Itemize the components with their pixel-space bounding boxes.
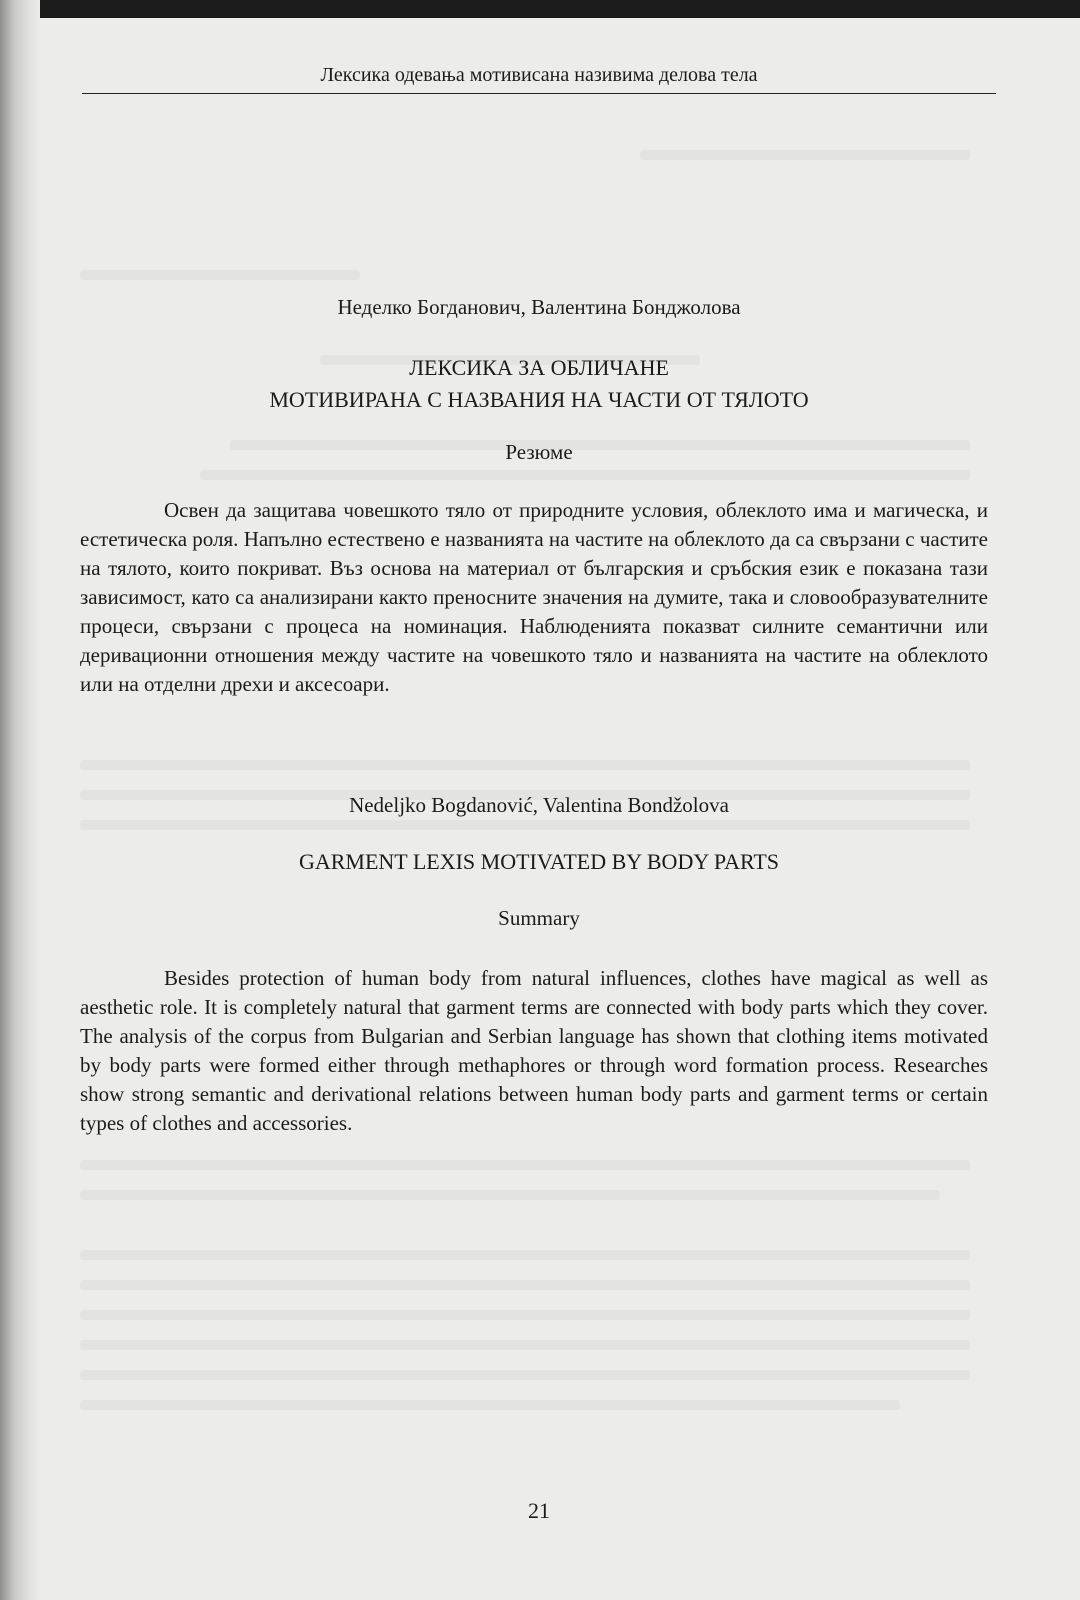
bulgarian-title: [82, 352, 996, 416]
bulgarian-section-label: Резюме: [505, 440, 573, 464]
bulgarian-title-line-2: МОТИВИРАНА С НАЗВАНИЯ НА ЧАСТИ ОТ ТЯЛОТО: [269, 387, 809, 412]
page-number: 21: [528, 1498, 550, 1523]
running-header: Лексика одевања мотивисана називима делова тела: [82, 64, 996, 94]
english-abstract: Besides protection of human body from natural influences, clothes have magical as well as aesthetic role. It is completely natural that garment terms are connected with body parts which they cover. The analysis of the corpus from Bulgarian and Serbian language has shown that clothing items motivated by body parts were formed either through methaphores or through word formation process. Researches show strong semantic and derivational relations between human body parts and garment terms or certain types of clothes and accessories.: [80, 966, 988, 1135]
page-gutter-shadow: [0, 0, 40, 1600]
bulgarian-abstract: Освен да защитава човешкото тяло от природните условия, облеклото има и магическа, и естетическа роля. Напълно естествено е названията на частите на облеклото да са свързани с частите на тялото, които покриват. Въз основа на материал от българския и сръбския език е показана тази зависимост, като са анализирани както преносните значения на думите, така и словообразувателните процеси, свързани с процеса на номинация. Наблюденията показват силните семантични или деривационни отношения между частите на човешкото тяло и названията на частите на облеклото или на отделни дрехи и аксесоари.: [80, 498, 988, 696]
show-through-bleed: [80, 140, 980, 1540]
scan-top-border: [0, 0, 1080, 18]
english-authors: Nedeljko Bogdanović, Valentina Bondžolova: [349, 793, 729, 817]
bulgarian-title-line-1: ЛЕКСИКА ЗА ОБЛИЧАНЕ: [409, 355, 669, 380]
english-title: GARMENT LEXIS MOTIVATED BY BODY PARTS: [298, 849, 780, 874]
english-section-label: Summary: [498, 906, 580, 930]
bulgarian-authors: Неделко Богданович, Валентина Бонджолова: [337, 295, 741, 319]
